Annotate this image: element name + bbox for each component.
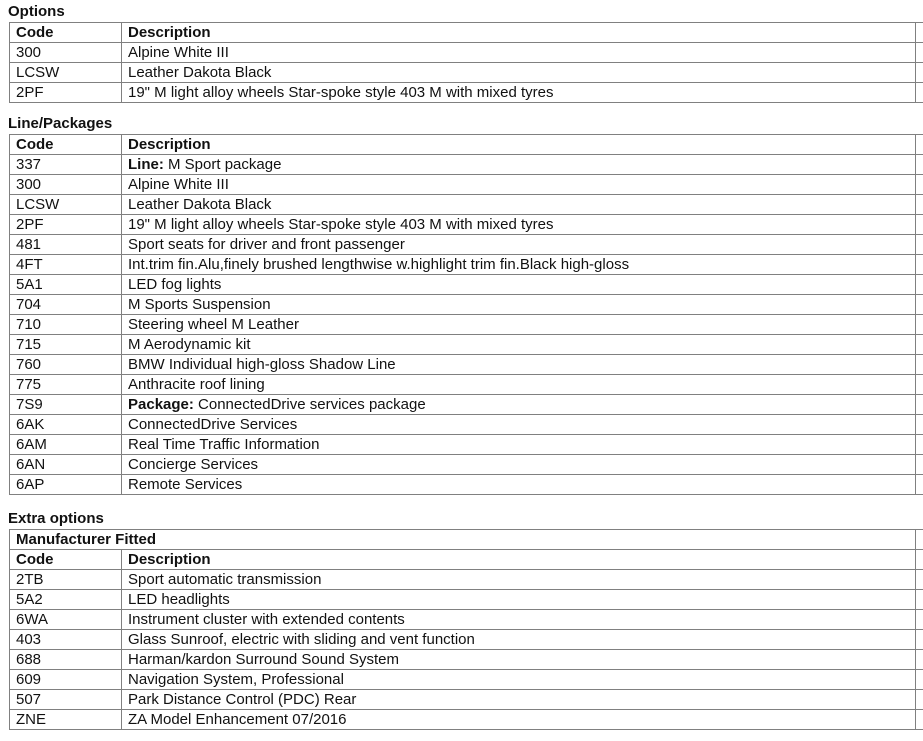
table-header-row xyxy=(10,23,923,43)
filler-cell xyxy=(916,335,923,355)
filler-cell xyxy=(916,83,923,103)
option-code: LCSW xyxy=(10,195,122,215)
option-description: M Sport package xyxy=(163,156,282,173)
option-description: Navigation System, Professional xyxy=(128,671,344,688)
table-row xyxy=(10,83,923,103)
option-description: Leather Dakota Black xyxy=(128,196,272,213)
option-description: LED headlights xyxy=(128,591,230,608)
option-code: 481 xyxy=(10,235,122,255)
table-row xyxy=(10,295,923,315)
code-column-header: Code xyxy=(10,23,122,43)
table-row xyxy=(10,195,923,215)
table-row xyxy=(10,355,923,375)
option-code: 688 xyxy=(10,650,122,670)
option-description-cell xyxy=(122,155,916,175)
option-code: 6AN xyxy=(10,455,122,475)
filler-cell xyxy=(916,670,923,690)
extras-heading: Extra options xyxy=(8,510,104,527)
option-description: M Sports Suspension xyxy=(128,296,271,313)
option-description-cell xyxy=(122,275,916,295)
table-row xyxy=(10,570,923,590)
option-code: 760 xyxy=(10,355,122,375)
table-row xyxy=(10,395,923,415)
filler-cell xyxy=(916,610,923,630)
filler-cell xyxy=(916,435,923,455)
option-code: 2PF xyxy=(10,215,122,235)
filler-cell xyxy=(916,235,923,255)
option-code: 4FT xyxy=(10,255,122,275)
table-header-row xyxy=(10,135,923,155)
filler-cell xyxy=(916,550,923,570)
filler-cell xyxy=(916,275,923,295)
filler-cell xyxy=(916,355,923,375)
option-description-cell xyxy=(122,295,916,315)
option-description: Alpine White III xyxy=(128,176,229,193)
filler-cell xyxy=(916,155,923,175)
table-row xyxy=(10,670,923,690)
option-description-cell xyxy=(122,630,916,650)
option-description-cell xyxy=(122,475,916,495)
option-description-cell xyxy=(122,175,916,195)
filler-cell xyxy=(916,690,923,710)
option-description: Harman/kardon Surround Sound System xyxy=(128,651,399,668)
option-code: 2TB xyxy=(10,570,122,590)
filler-cell xyxy=(916,395,923,415)
option-description-cell xyxy=(122,415,916,435)
filler-cell xyxy=(916,530,923,550)
option-code: 5A2 xyxy=(10,590,122,610)
table-row xyxy=(10,650,923,670)
option-description: Real Time Traffic Information xyxy=(128,436,320,453)
filler-cell xyxy=(916,135,923,155)
packages-heading: Line/Packages xyxy=(8,115,113,132)
option-description: 19" M light alloy wheels Star-spoke style 403 M with mixed tyres xyxy=(128,84,554,101)
packages-table xyxy=(9,134,923,495)
filler-cell xyxy=(916,475,923,495)
table-row xyxy=(10,175,923,195)
option-code: 715 xyxy=(10,335,122,355)
table-row xyxy=(10,43,923,63)
description-column-header: Description xyxy=(122,23,916,43)
filler-cell xyxy=(916,590,923,610)
options-rows xyxy=(10,43,923,103)
option-description: ConnectedDrive services package xyxy=(193,396,426,413)
table-row xyxy=(10,710,923,730)
option-code: 337 xyxy=(10,155,122,175)
option-description: M Aerodynamic kit xyxy=(128,336,251,353)
table-row xyxy=(10,475,923,495)
option-description-cell xyxy=(122,710,916,730)
manufacturer-fitted-label: Manufacturer Fitted xyxy=(10,530,916,550)
option-description-cell xyxy=(122,63,916,83)
option-description: Sport seats for driver and front passenger xyxy=(128,236,405,253)
option-description: Int.trim fin.Alu,finely brushed lengthwise w.highlight trim fin.Black high-gloss xyxy=(128,256,630,273)
option-code: LCSW xyxy=(10,63,122,83)
filler-cell xyxy=(916,650,923,670)
option-description: Park Distance Control (PDC) Rear xyxy=(128,691,357,708)
table-row xyxy=(10,610,923,630)
option-description: Leather Dakota Black xyxy=(128,64,272,81)
filler-cell xyxy=(916,43,923,63)
option-code: 6WA xyxy=(10,610,122,630)
option-category-prefix: Package: xyxy=(128,396,194,413)
table-row xyxy=(10,630,923,650)
filler-cell xyxy=(916,710,923,730)
option-description-cell xyxy=(122,395,916,415)
option-code: 775 xyxy=(10,375,122,395)
filler-cell xyxy=(916,195,923,215)
option-description-cell xyxy=(122,255,916,275)
description-column-header: Description xyxy=(122,135,916,155)
option-code: 7S9 xyxy=(10,395,122,415)
option-description-cell xyxy=(122,455,916,475)
table-row xyxy=(10,455,923,475)
table-row xyxy=(10,155,923,175)
option-description: Instrument cluster with extended contents xyxy=(128,611,405,628)
option-code: 6AK xyxy=(10,415,122,435)
option-description: Glass Sunroof, electric with sliding and vent function xyxy=(128,631,475,648)
table-row xyxy=(10,435,923,455)
option-description: Sport automatic transmission xyxy=(128,571,322,588)
option-description: Steering wheel M Leather xyxy=(128,316,299,333)
option-description-cell xyxy=(122,335,916,355)
option-code: 704 xyxy=(10,295,122,315)
table-row xyxy=(10,375,923,395)
filler-cell xyxy=(916,455,923,475)
option-description-cell xyxy=(122,195,916,215)
option-description: Concierge Services xyxy=(128,456,259,473)
filler-cell xyxy=(916,315,923,335)
filler-cell xyxy=(916,175,923,195)
option-description: Anthracite roof lining xyxy=(128,376,265,393)
table-row xyxy=(10,690,923,710)
table-header-row xyxy=(10,550,923,570)
table-row xyxy=(10,255,923,275)
table-row xyxy=(10,235,923,255)
filler-cell xyxy=(916,570,923,590)
filler-cell xyxy=(916,255,923,275)
option-code: 6AP xyxy=(10,475,122,495)
filler-cell xyxy=(916,375,923,395)
table-row xyxy=(10,63,923,83)
options-table xyxy=(9,22,923,103)
option-code: 2PF xyxy=(10,83,122,103)
option-description-cell xyxy=(122,315,916,335)
option-description: ZA Model Enhancement 07/2016 xyxy=(128,711,347,728)
option-description-cell xyxy=(122,435,916,455)
option-description-cell xyxy=(122,650,916,670)
option-category-prefix: Line: xyxy=(128,156,164,173)
option-code: 300 xyxy=(10,175,122,195)
option-description: LED fog lights xyxy=(128,276,222,293)
option-description-cell xyxy=(122,570,916,590)
packages-rows xyxy=(10,155,923,495)
option-description: ConnectedDrive Services xyxy=(128,416,298,433)
option-description: Remote Services xyxy=(128,476,243,493)
table-row xyxy=(10,415,923,435)
option-description-cell xyxy=(122,43,916,63)
filler-cell xyxy=(916,63,923,83)
option-description-cell xyxy=(122,690,916,710)
option-description-cell xyxy=(122,355,916,375)
manufacturer-fitted-row xyxy=(10,530,923,550)
filler-cell xyxy=(916,630,923,650)
filler-cell xyxy=(916,415,923,435)
option-code: 609 xyxy=(10,670,122,690)
option-code: 300 xyxy=(10,43,122,63)
table-row xyxy=(10,275,923,295)
option-description-cell xyxy=(122,215,916,235)
option-description: Alpine White III xyxy=(128,44,229,61)
options-heading: Options xyxy=(8,3,65,20)
option-code: ZNE xyxy=(10,710,122,730)
filler-cell xyxy=(916,23,923,43)
filler-cell xyxy=(916,295,923,315)
option-description: BMW Individual high-gloss Shadow Line xyxy=(128,356,396,373)
table-row xyxy=(10,215,923,235)
description-column-header: Description xyxy=(122,550,916,570)
option-description-cell xyxy=(122,235,916,255)
option-code: 403 xyxy=(10,630,122,650)
option-description-cell xyxy=(122,83,916,103)
option-description-cell xyxy=(122,610,916,630)
option-code: 6AM xyxy=(10,435,122,455)
option-description-cell xyxy=(122,670,916,690)
option-description-cell xyxy=(122,590,916,610)
code-column-header: Code xyxy=(10,135,122,155)
filler-cell xyxy=(916,215,923,235)
table-row xyxy=(10,590,923,610)
option-description: 19" M light alloy wheels Star-spoke style 403 M with mixed tyres xyxy=(128,216,554,233)
option-code: 710 xyxy=(10,315,122,335)
table-row xyxy=(10,315,923,335)
option-code: 507 xyxy=(10,690,122,710)
table-row xyxy=(10,335,923,355)
extras-table xyxy=(9,529,923,730)
option-code: 5A1 xyxy=(10,275,122,295)
code-column-header: Code xyxy=(10,550,122,570)
option-description-cell xyxy=(122,375,916,395)
extras-rows xyxy=(10,570,923,730)
